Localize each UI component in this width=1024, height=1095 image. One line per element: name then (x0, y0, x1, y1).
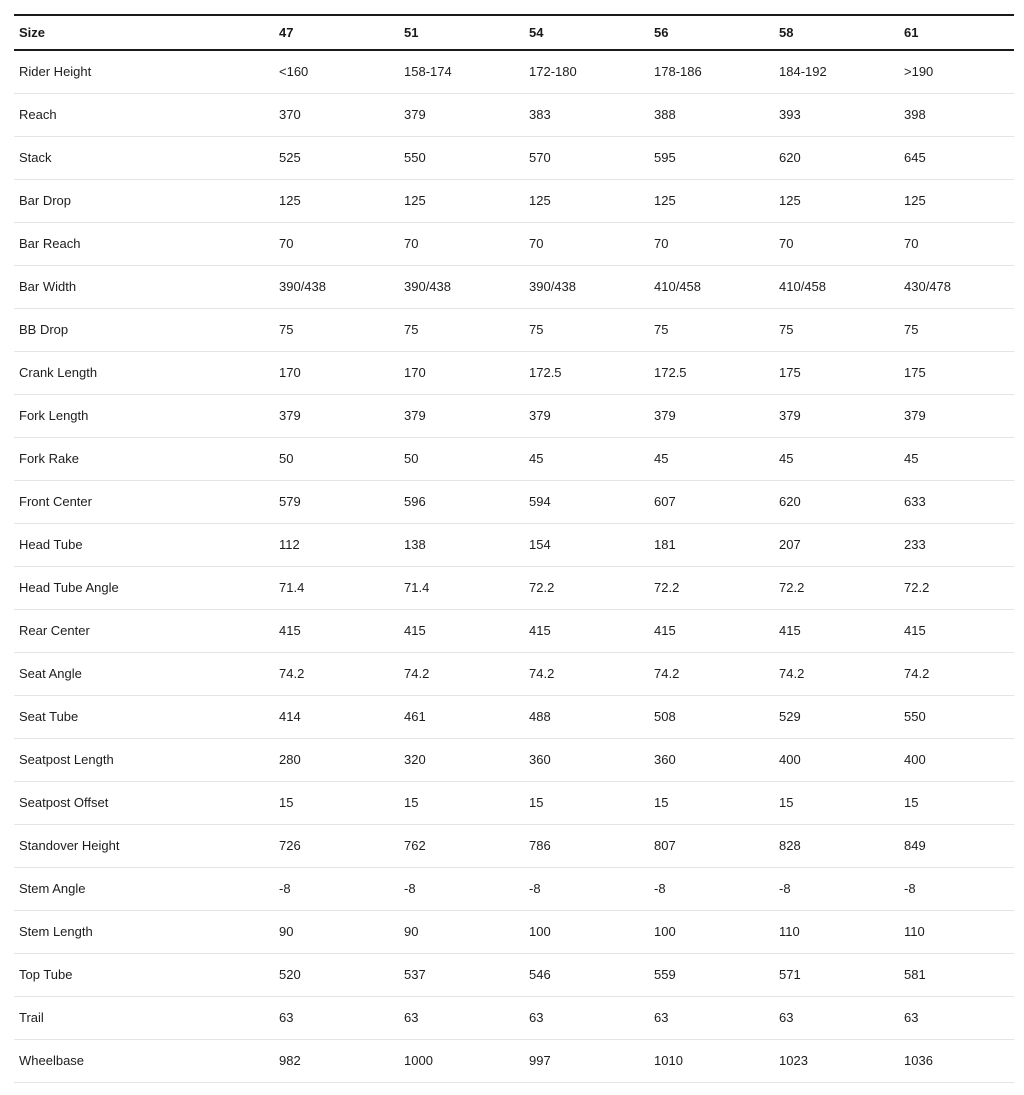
cell: 997 (524, 1040, 649, 1083)
cell: 63 (399, 997, 524, 1040)
cell: 63 (899, 997, 1014, 1040)
row-label: Front Center (14, 481, 274, 524)
cell: -8 (899, 868, 1014, 911)
row-label: Rider Height (14, 50, 274, 94)
row-label: Seatpost Offset (14, 782, 274, 825)
table-row (14, 395, 1014, 438)
cell: 571 (774, 954, 899, 997)
cell: 388 (649, 94, 774, 137)
cell: 125 (649, 180, 774, 223)
table-row (14, 825, 1014, 868)
cell: 1010 (649, 1040, 774, 1083)
cell: 415 (524, 610, 649, 653)
table-row (14, 94, 1014, 137)
cell: 620 (774, 137, 899, 180)
cell: -8 (274, 868, 399, 911)
table-row (14, 954, 1014, 997)
cell: 71.4 (399, 567, 524, 610)
cell: 112 (274, 524, 399, 567)
cell: 280 (274, 739, 399, 782)
cell: 360 (524, 739, 649, 782)
cell: 75 (399, 309, 524, 352)
cell: 45 (774, 438, 899, 481)
table-row (14, 739, 1014, 782)
cell: 415 (399, 610, 524, 653)
row-label: Top Tube (14, 954, 274, 997)
row-label: Bar Drop (14, 180, 274, 223)
table-row (14, 997, 1014, 1040)
cell: 488 (524, 696, 649, 739)
cell: 982 (274, 1040, 399, 1083)
cell: <160 (274, 50, 399, 94)
cell: 15 (774, 782, 899, 825)
cell: 579 (274, 481, 399, 524)
cell: 607 (649, 481, 774, 524)
cell: 520 (274, 954, 399, 997)
cell: 172.5 (649, 352, 774, 395)
cell: 110 (774, 911, 899, 954)
cell: 393 (774, 94, 899, 137)
cell: 400 (774, 739, 899, 782)
row-label: Trail (14, 997, 274, 1040)
cell: -8 (774, 868, 899, 911)
column-header: 58 (774, 15, 899, 50)
cell: 581 (899, 954, 1014, 997)
cell: 400 (899, 739, 1014, 782)
cell: 410/458 (649, 266, 774, 309)
cell: 379 (399, 395, 524, 438)
column-header: 51 (399, 15, 524, 50)
cell: 50 (274, 438, 399, 481)
cell: 175 (899, 352, 1014, 395)
cell: 70 (649, 223, 774, 266)
table-row (14, 1040, 1014, 1083)
column-header: 47 (274, 15, 399, 50)
cell: 379 (899, 395, 1014, 438)
cell: 559 (649, 954, 774, 997)
table-row (14, 137, 1014, 180)
row-label: Fork Length (14, 395, 274, 438)
cell: -8 (649, 868, 774, 911)
page (0, 14, 1024, 1095)
cell: 379 (774, 395, 899, 438)
cell: 70 (274, 223, 399, 266)
cell: 430/478 (899, 266, 1014, 309)
cell: 70 (399, 223, 524, 266)
cell: 525 (274, 137, 399, 180)
cell: 184-192 (774, 50, 899, 94)
cell: -8 (524, 868, 649, 911)
cell: 90 (274, 911, 399, 954)
row-label: Reach (14, 94, 274, 137)
table-row (14, 782, 1014, 825)
cell: 125 (524, 180, 649, 223)
table-row (14, 911, 1014, 954)
cell: 125 (274, 180, 399, 223)
cell: 72.2 (899, 567, 1014, 610)
cell: 63 (649, 997, 774, 1040)
row-label: Head Tube Angle (14, 567, 274, 610)
table-row (14, 223, 1014, 266)
cell: 360 (649, 739, 774, 782)
cell: 72.2 (524, 567, 649, 610)
cell: 415 (274, 610, 399, 653)
row-label: Head Tube (14, 524, 274, 567)
cell: 100 (649, 911, 774, 954)
row-label: Wheelbase (14, 1040, 274, 1083)
cell: 72.2 (649, 567, 774, 610)
table-row (14, 352, 1014, 395)
cell: 50 (399, 438, 524, 481)
cell: 415 (649, 610, 774, 653)
cell: 207 (774, 524, 899, 567)
cell: 508 (649, 696, 774, 739)
row-label: Fork Rake (14, 438, 274, 481)
cell: 828 (774, 825, 899, 868)
row-label: Stem Length (14, 911, 274, 954)
row-label: Seatpost Length (14, 739, 274, 782)
cell: 807 (649, 825, 774, 868)
table-row (14, 524, 1014, 567)
cell: 633 (899, 481, 1014, 524)
cell: 158-174 (399, 50, 524, 94)
cell: 70 (774, 223, 899, 266)
table-row (14, 438, 1014, 481)
row-label: BB Drop (14, 309, 274, 352)
cell: 1000 (399, 1040, 524, 1083)
cell: 70 (524, 223, 649, 266)
cell: 379 (524, 395, 649, 438)
cell: 71.4 (274, 567, 399, 610)
table-row (14, 481, 1014, 524)
cell: 125 (399, 180, 524, 223)
cell: 15 (274, 782, 399, 825)
cell: 125 (899, 180, 1014, 223)
cell: 550 (899, 696, 1014, 739)
cell: 74.2 (649, 653, 774, 696)
cell: 75 (274, 309, 399, 352)
table-row (14, 180, 1014, 223)
cell: 379 (399, 94, 524, 137)
cell: 175 (774, 352, 899, 395)
cell: 70 (899, 223, 1014, 266)
cell: 379 (274, 395, 399, 438)
cell: 1023 (774, 1040, 899, 1083)
column-header: 61 (899, 15, 1014, 50)
cell: 45 (649, 438, 774, 481)
cell: 550 (399, 137, 524, 180)
table-row (14, 266, 1014, 309)
cell: 529 (774, 696, 899, 739)
table-row (14, 696, 1014, 739)
table-header (14, 15, 1014, 50)
cell: 63 (274, 997, 399, 1040)
column-header: 56 (649, 15, 774, 50)
cell: 370 (274, 94, 399, 137)
cell: 233 (899, 524, 1014, 567)
cell: 415 (774, 610, 899, 653)
cell: >190 (899, 50, 1014, 94)
cell: 110 (899, 911, 1014, 954)
row-label: Standover Height (14, 825, 274, 868)
row-label: Bar Width (14, 266, 274, 309)
cell: 74.2 (274, 653, 399, 696)
cell: 398 (899, 94, 1014, 137)
cell: 75 (649, 309, 774, 352)
cell: 726 (274, 825, 399, 868)
row-label: Crank Length (14, 352, 274, 395)
cell: 390/438 (524, 266, 649, 309)
cell: 15 (399, 782, 524, 825)
cell: 320 (399, 739, 524, 782)
cell: 172.5 (524, 352, 649, 395)
cell: 74.2 (399, 653, 524, 696)
table-row (14, 309, 1014, 352)
cell: 410/458 (774, 266, 899, 309)
cell: 537 (399, 954, 524, 997)
cell: 390/438 (399, 266, 524, 309)
header-row (14, 15, 1014, 50)
cell: 414 (274, 696, 399, 739)
cell: 72.2 (774, 567, 899, 610)
cell: 1036 (899, 1040, 1014, 1083)
cell: 415 (899, 610, 1014, 653)
cell: 178-186 (649, 50, 774, 94)
cell: 15 (649, 782, 774, 825)
cell: 762 (399, 825, 524, 868)
row-label: Bar Reach (14, 223, 274, 266)
cell: 63 (524, 997, 649, 1040)
table-row (14, 50, 1014, 94)
cell: 125 (774, 180, 899, 223)
row-label: Seat Angle (14, 653, 274, 696)
row-label: Stem Angle (14, 868, 274, 911)
cell: 594 (524, 481, 649, 524)
table-row (14, 653, 1014, 696)
cell: 849 (899, 825, 1014, 868)
cell: 645 (899, 137, 1014, 180)
table-row (14, 868, 1014, 911)
column-header: 54 (524, 15, 649, 50)
cell: -8 (399, 868, 524, 911)
cell: 15 (524, 782, 649, 825)
cell: 170 (274, 352, 399, 395)
cell: 75 (774, 309, 899, 352)
cell: 154 (524, 524, 649, 567)
cell: 15 (899, 782, 1014, 825)
cell: 620 (774, 481, 899, 524)
cell: 546 (524, 954, 649, 997)
cell: 383 (524, 94, 649, 137)
cell: 390/438 (274, 266, 399, 309)
geometry-table (14, 14, 1014, 1083)
row-label: Rear Center (14, 610, 274, 653)
cell: 138 (399, 524, 524, 567)
table-body (14, 50, 1014, 1083)
row-label: Seat Tube (14, 696, 274, 739)
size-column-header: Size (14, 15, 274, 50)
cell: 172-180 (524, 50, 649, 94)
table-row (14, 610, 1014, 653)
cell: 596 (399, 481, 524, 524)
cell: 74.2 (524, 653, 649, 696)
cell: 90 (399, 911, 524, 954)
cell: 45 (899, 438, 1014, 481)
cell: 63 (774, 997, 899, 1040)
cell: 786 (524, 825, 649, 868)
cell: 74.2 (899, 653, 1014, 696)
cell: 181 (649, 524, 774, 567)
cell: 75 (899, 309, 1014, 352)
cell: 100 (524, 911, 649, 954)
cell: 461 (399, 696, 524, 739)
cell: 379 (649, 395, 774, 438)
cell: 74.2 (774, 653, 899, 696)
table-row (14, 567, 1014, 610)
row-label: Stack (14, 137, 274, 180)
cell: 170 (399, 352, 524, 395)
cell: 45 (524, 438, 649, 481)
cell: 75 (524, 309, 649, 352)
cell: 595 (649, 137, 774, 180)
cell: 570 (524, 137, 649, 180)
